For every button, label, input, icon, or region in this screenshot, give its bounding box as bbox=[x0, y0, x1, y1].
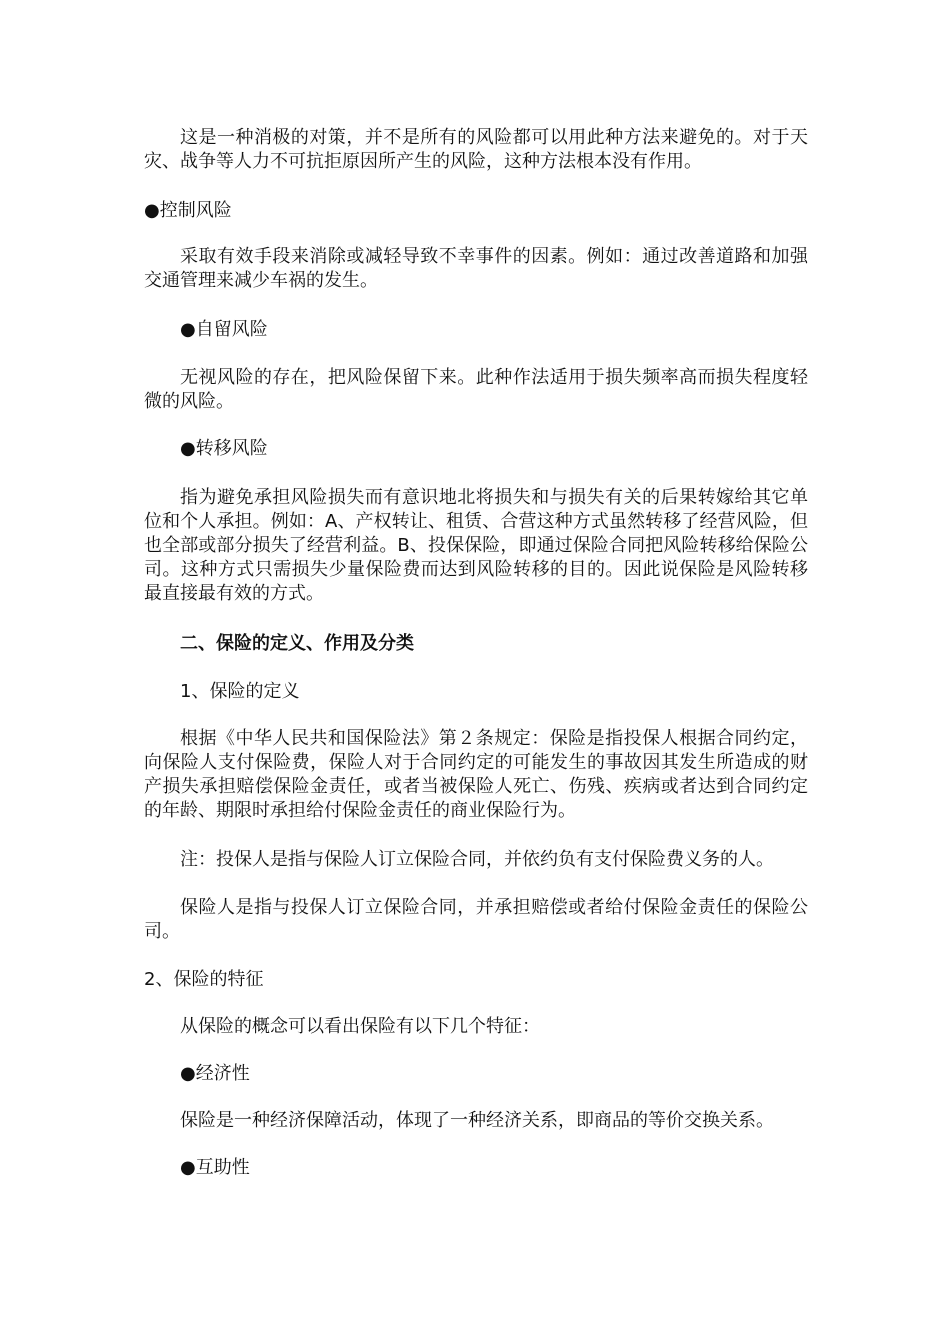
heading-control-risk: ●控制风险 bbox=[144, 200, 232, 221]
paragraph-policyholder-note: 注：投保人是指与保险人订立保险合同，并依约负有支付保险费义务的人。 bbox=[180, 849, 774, 870]
paragraph-avoid-risk-note: 这是一种消极的对策，并不是所有的风险都可以用此种方法来避免的。对于天灾、战争等人力不可抗拒原因所产生的风险，这种方法根本没有作用。 bbox=[144, 127, 808, 172]
subheading-insurance-features: 2、保险的特征 bbox=[144, 969, 264, 990]
heading-economic-feature: ●经济性 bbox=[180, 1063, 250, 1084]
subheading-insurance-definition: 1、保险的定义 bbox=[180, 681, 300, 702]
heading-transfer-risk: ●转移风险 bbox=[180, 438, 268, 459]
paragraph-control-risk: 采取有效手段来消除或减轻导致不幸事件的因素。例如：通过改善道路和加强交通管理来减少车祸的发生。 bbox=[144, 246, 808, 291]
paragraph-insurance-definition: 根据《中华人民共和国保险法》第２条规定：保险是指投保人根据合同约定，向保险人支付保险费，保险人对于合同约定的可能发生的事故因其发生所造成的财产损失承担赔偿保险金责任，或者当被保险人死亡、伤残、疾病或者达到合同约定的年龄、期限时承担给付保险金责任的商业保险行为。 bbox=[144, 728, 808, 821]
paragraph-insurer-definition: 保险人是指与投保人订立保险合同，并承担赔偿或者给付保险金责任的保险公司。 bbox=[144, 897, 808, 942]
paragraph-economic-feature: 保险是一种经济保障活动，体现了一种经济关系，即商品的等价交换关系。 bbox=[180, 1110, 774, 1131]
heading-retain-risk: ●自留风险 bbox=[180, 319, 268, 340]
paragraph-retain-risk: 无视风险的存在，把风险保留下来。此种作法适用于损失频率高而损失程度轻微的风险。 bbox=[144, 367, 808, 412]
heading-mutual-aid-feature: ●互助性 bbox=[180, 1157, 250, 1178]
paragraph-features-intro: 从保险的概念可以看出保险有以下几个特征： bbox=[180, 1016, 540, 1037]
paragraph-transfer-risk: 指为避免承担风险损失而有意识地北将损失和与损失有关的后果转嫁给其它单位和个人承担。例如：A、产权转让、租赁、合营这种方式虽然转移了经营风险，但也全部或部分损失了经营利益。B、投保保险，即通过保险合同把风险转移给保险公司。这种方式只需损失少量保险费而达到风险转移的目的。因此说保险是风险转移最直接最有效的方式。 bbox=[144, 487, 808, 604]
section-heading-insurance: 二、保险的定义、作用及分类 bbox=[180, 633, 414, 654]
